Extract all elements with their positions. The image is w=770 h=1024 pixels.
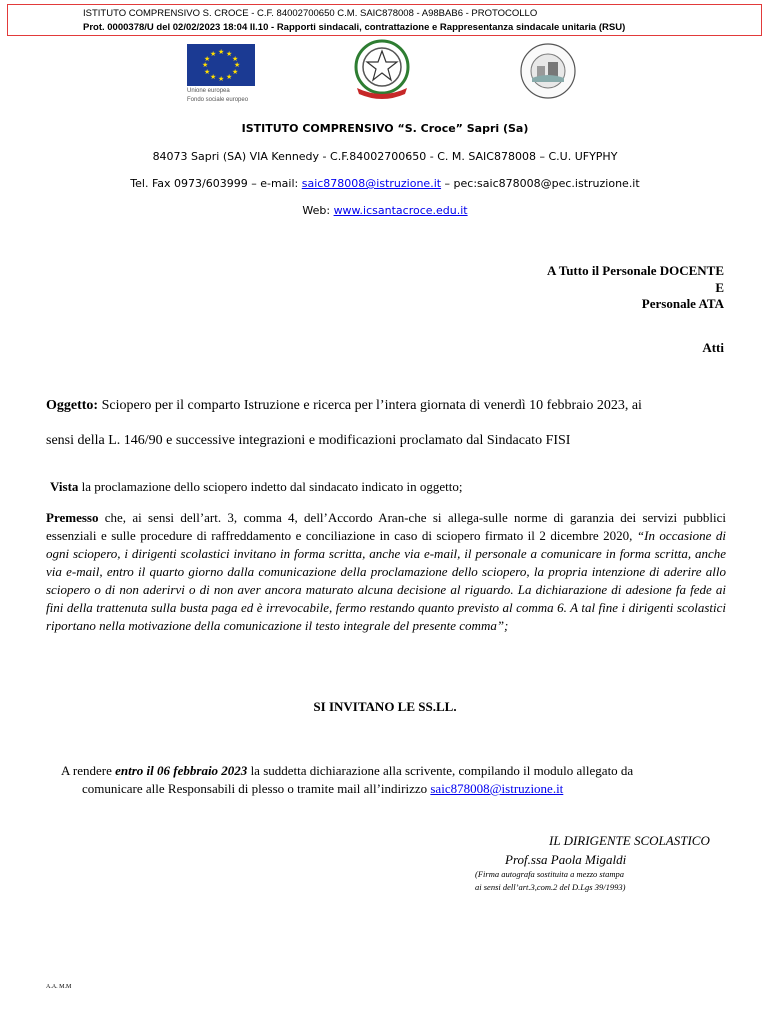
- signature-note-1: (Firma autografa sostituita a mezzo stampa: [475, 869, 624, 879]
- addressee-line-2: E: [715, 280, 724, 295]
- protocol-line-2: Prot. 0000378/U del 02/02/2023 18:04 II.10 - Rapporti sindacali, contrattazione e Rappresentanza sindacale unitaria (RSU): [83, 22, 626, 33]
- school-website-link[interactable]: www.icsantacroce.edu.it: [333, 204, 468, 217]
- signature-role: IL DIRIGENTE SCOLASTICO: [549, 833, 710, 848]
- contact-prefix: Tel. Fax 0973/603999 – e-mail:: [130, 177, 302, 190]
- vista-text: la proclamazione dello sciopero indetto dal sindacato indicato in oggetto;: [78, 479, 463, 494]
- italian-republic-emblem: [349, 36, 415, 102]
- school-website: [0, 204, 770, 217]
- request-prefix: A rendere: [61, 763, 116, 778]
- subject-label: Oggetto:: [46, 398, 99, 413]
- protocol-line-1: ISTITUTO COMPRENSIVO S. CROCE - C.F. 84002700650 C.M. SAIC878008 - A98BAB6 - PROTOCOLLO: [83, 8, 538, 19]
- signature-note-2: ai sensi dell’art.3,com.2 del D.Lgs 39/1993): [475, 882, 626, 892]
- eu-caption-1: Unione europea: [187, 88, 230, 94]
- school-name: ISTITUTO COMPRENSIVO “S. Croce” Sapri (Sa): [241, 122, 529, 135]
- school-logo: [515, 42, 581, 100]
- premesso-label: Premesso: [46, 510, 99, 525]
- signature-name: Prof.ssa Paola Migaldi: [505, 852, 627, 867]
- subject-line-2: sensi della L. 146/90 e successive integrazioni e modificazioni proclamato dal Sindacato FISI: [46, 433, 571, 448]
- vista-label: Vista: [50, 479, 79, 494]
- request-email-link[interactable]: saic878008@istruzione.it: [430, 781, 564, 796]
- request-line-2-text: comunicare alle Responsabili di plesso o tramite mail all’indirizzo: [82, 781, 431, 796]
- request-line-2: [82, 780, 732, 798]
- contact-suffix: – pec:saic878008@pec.istruzione.it: [441, 177, 640, 190]
- eu-caption-2: Fondo sociale europeo: [187, 97, 249, 103]
- eu-flag-icon: ★ ★ ★ ★ ★ ★ ★ ★ ★ ★ ★ ★: [187, 44, 255, 86]
- addressee-atti: Atti: [702, 340, 724, 355]
- request-deadline: entro il 06 febbraio 2023: [115, 763, 248, 778]
- footer-mark: A.A. M.M: [46, 984, 72, 990]
- premesso-paragraph: [46, 509, 726, 635]
- school-contacts: [0, 177, 770, 190]
- vista-paragraph: [50, 478, 730, 496]
- request-line-1: [61, 762, 731, 780]
- protocol-stamp: [7, 4, 762, 36]
- invitation-heading: SI INVITANO LE SS.LL.: [313, 699, 457, 714]
- addressee-line-3: Personale ATA: [641, 296, 724, 311]
- request-middle: la suddetta dichiarazione alla scrivente, compilando il modulo allegato da: [247, 763, 634, 778]
- school-email-link[interactable]: saic878008@istruzione.it: [301, 177, 442, 190]
- eu-logo: [187, 44, 257, 104]
- web-prefix: Web:: [302, 204, 334, 217]
- subject-text-1: Sciopero per il comparto Istruzione e ricerca per l’intera giornata di venerdì 10 febbraio 2023, ai: [98, 398, 642, 413]
- school-address: 84073 Sapri (SA) VIA Kennedy - C.F.84002700650 - C. M. SAIC878008 – C.U. UFYPHY: [152, 150, 618, 163]
- premesso-quote: “In occasione di ogni sciopero, i dirigenti scolastici invitano in forma scritta, anche via e-mail, il personale a comunicare in forma scritta, anche via e-mail, entro il quarto giorno dalla comunicazione della proclamazione dello sciopero, la propria intenzione di aderire allo sciopero o di non aderirvi o di non aver ancora maturato alcuna decisione al riguardo. La dichiarazione di adesione fa fede ai fini della trattenuta sulla busta paga ed è irrevocabile, fermo restando quanto previsto al comma 6. A tal fine i dirigenti scolastici riportano nella motivazione della comunicazione il testo integrale del presente comma”;: [46, 528, 726, 633]
- premesso-text: che, ai sensi dell’art. 3, comma 4, dell’Accordo Aran-che si allega-sulle norme di garanzia dei servizi pubblici essenziali e sulle procedure di raffreddamento e conciliazione in caso di sciopero firmato il 2 dicembre 2020,: [46, 510, 726, 543]
- addressee-line-1: A Tutto il Personale DOCENTE: [547, 263, 724, 278]
- subject-line-1: [46, 398, 726, 414]
